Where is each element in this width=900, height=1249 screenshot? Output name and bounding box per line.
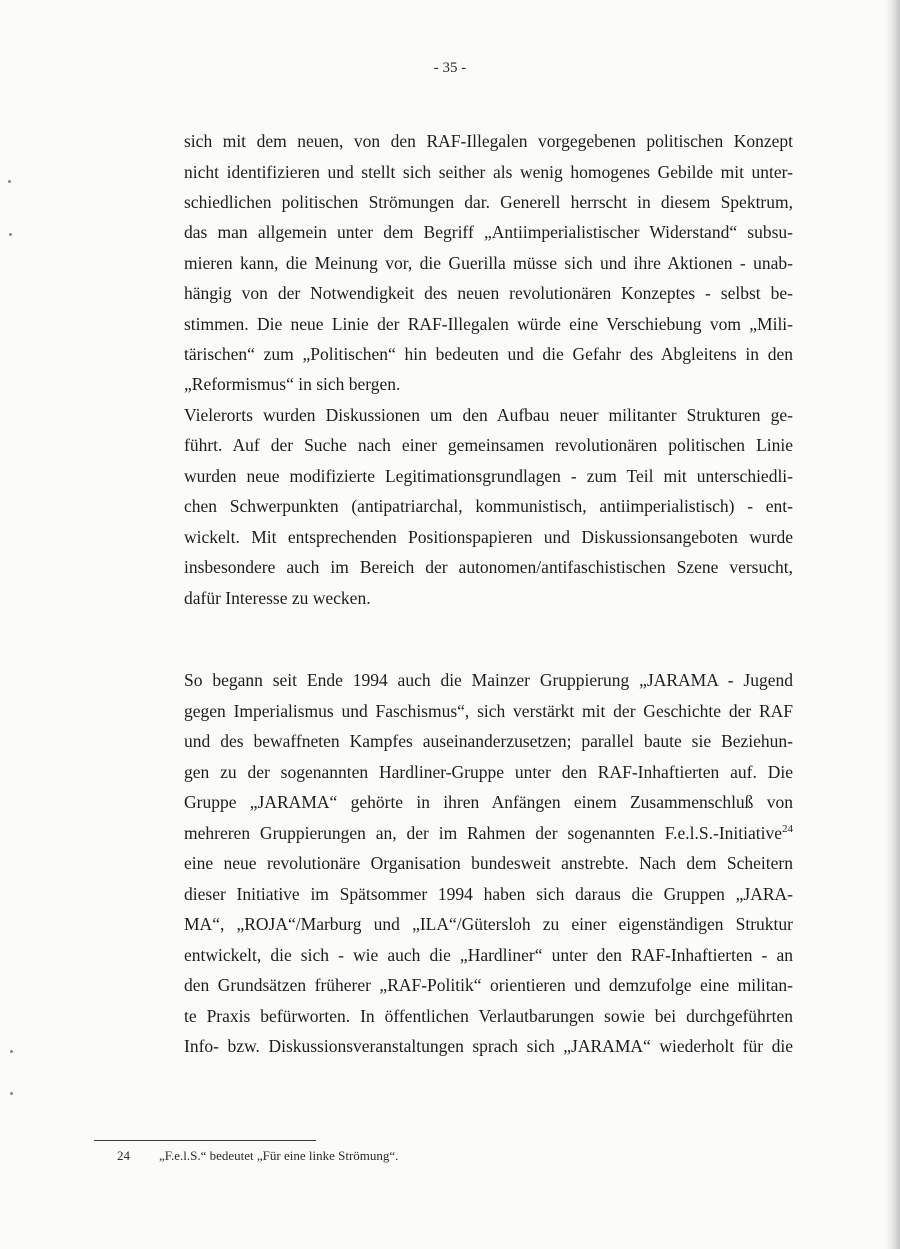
- text-line: insbesondere auch im Bereich der autonomen/antifaschistischen Szene versucht,: [184, 557, 793, 577]
- text-line: den Grundsätzen früherer „RAF-Politik“ orientieren und demzufolge eine militan-: [184, 975, 793, 995]
- scan-speck: [9, 233, 12, 236]
- text-line: gen zu der sogenannten Hardliner-Gruppe unter den RAF-Inhaftierten auf. Die: [184, 762, 793, 782]
- page-edge-shadow: [884, 0, 900, 1249]
- text-line: mieren kann, die Meinung vor, die Guerilla müsse sich und ihre Aktionen - unab-: [184, 253, 793, 273]
- text-line: tärischen“ zum „Politischen“ hin bedeuten und die Gefahr des Abgleitens in den: [184, 344, 793, 364]
- text-line-with-footnote: [184, 818, 793, 848]
- text-line: führt. Auf der Suche nach einer gemeinsamen revolutionären politischen Linie: [184, 435, 793, 455]
- text-line: gegen Imperialismus und Faschismus“, sich verstärkt mit der Geschichte der RAF: [184, 701, 793, 721]
- text-line: schiedlichen politischen Strömungen dar. Generell herrscht in diesem Spektrum,: [184, 192, 793, 212]
- text-line: entwickelt, die sich - wie auch die „Hardliner“ unter den RAF-Inhaftierten - an: [184, 945, 793, 965]
- text-line: wurden neue modifizierte Legitimationsgrundlagen - zum Teil mit unterschiedli-: [184, 466, 793, 486]
- text-line: Vielerorts wurden Diskussionen um den Aufbau neuer militanter Strukturen ge-: [184, 405, 793, 425]
- page-number: - 35 -: [433, 60, 467, 76]
- text-line: Gruppe „JARAMA“ gehörte in ihren Anfängen einem Zusammenschluß von: [184, 792, 793, 812]
- text-line: wickelt. Mit entsprechenden Positionspapieren und Diskussionsangeboten wurde: [184, 527, 793, 547]
- text-line: te Praxis befürworten. In öffentlichen Verlautbarungen sowie bei durchgeführten: [184, 1006, 793, 1026]
- text-line: chen Schwerpunkten (antipatriarchal, kommunistisch, antiimperialistisch) - ent-: [184, 496, 793, 516]
- scan-speck: [10, 1050, 13, 1053]
- text-line: dieser Initiative im Spätsommer 1994 haben sich daraus die Gruppen „JARA-: [184, 884, 793, 904]
- scan-speck: [8, 180, 11, 183]
- text-line: „Reformismus“ in sich bergen.: [184, 374, 401, 394]
- scan-speck: [10, 1092, 13, 1095]
- text-line: Info- bzw. Diskussionsveranstaltungen sprach sich „JARAMA“ wiederholt für die: [184, 1036, 793, 1056]
- text-line: stimmen. Die neue Linie der RAF-Illegalen würde eine Verschiebung vom „Mili-: [184, 314, 793, 334]
- text-line: das man allgemein unter dem Begriff „Antiimperialistischer Widerstand“ subsu-: [184, 222, 793, 242]
- text-line: und des bewaffneten Kampfes auseinanderzusetzen; parallel baute sie Beziehun-: [184, 731, 793, 751]
- text-line: mehreren Gruppierungen an, der im Rahmen der sogenannten F.e.l.S.-Initiative: [184, 823, 782, 843]
- footnote-divider: [94, 1140, 316, 1141]
- text-line: sich mit dem neuen, von den RAF-Illegalen vorgegebenen politischen Konzept: [184, 131, 793, 151]
- text-line: eine neue revolutionäre Organisation bundesweit anstrebte. Nach dem Scheitern: [184, 853, 793, 873]
- footnote-marker: 24: [782, 823, 793, 836]
- text-line: hängig von der Notwendigkeit des neuen revolutionären Konzeptes - selbst be-: [184, 283, 793, 303]
- text-line: So begann seit Ende 1994 auch die Mainzer Gruppierung „JARAMA - Jugend: [184, 670, 793, 690]
- footnote-number: 24: [117, 1148, 130, 1163]
- text-line: MA“, „ROJA“/Marburg und „ILA“/Gütersloh zu einer eigenständigen Struktur: [184, 914, 793, 934]
- footnote-text: „F.e.l.S.“ bedeutet „Für eine linke Strömung“.: [159, 1148, 399, 1163]
- text-line: nicht identifizieren und stellt sich seither als wenig homogenes Gebilde mit unter-: [184, 162, 793, 182]
- footnote: [117, 1148, 398, 1164]
- text-line: dafür Interesse zu wecken.: [184, 588, 371, 608]
